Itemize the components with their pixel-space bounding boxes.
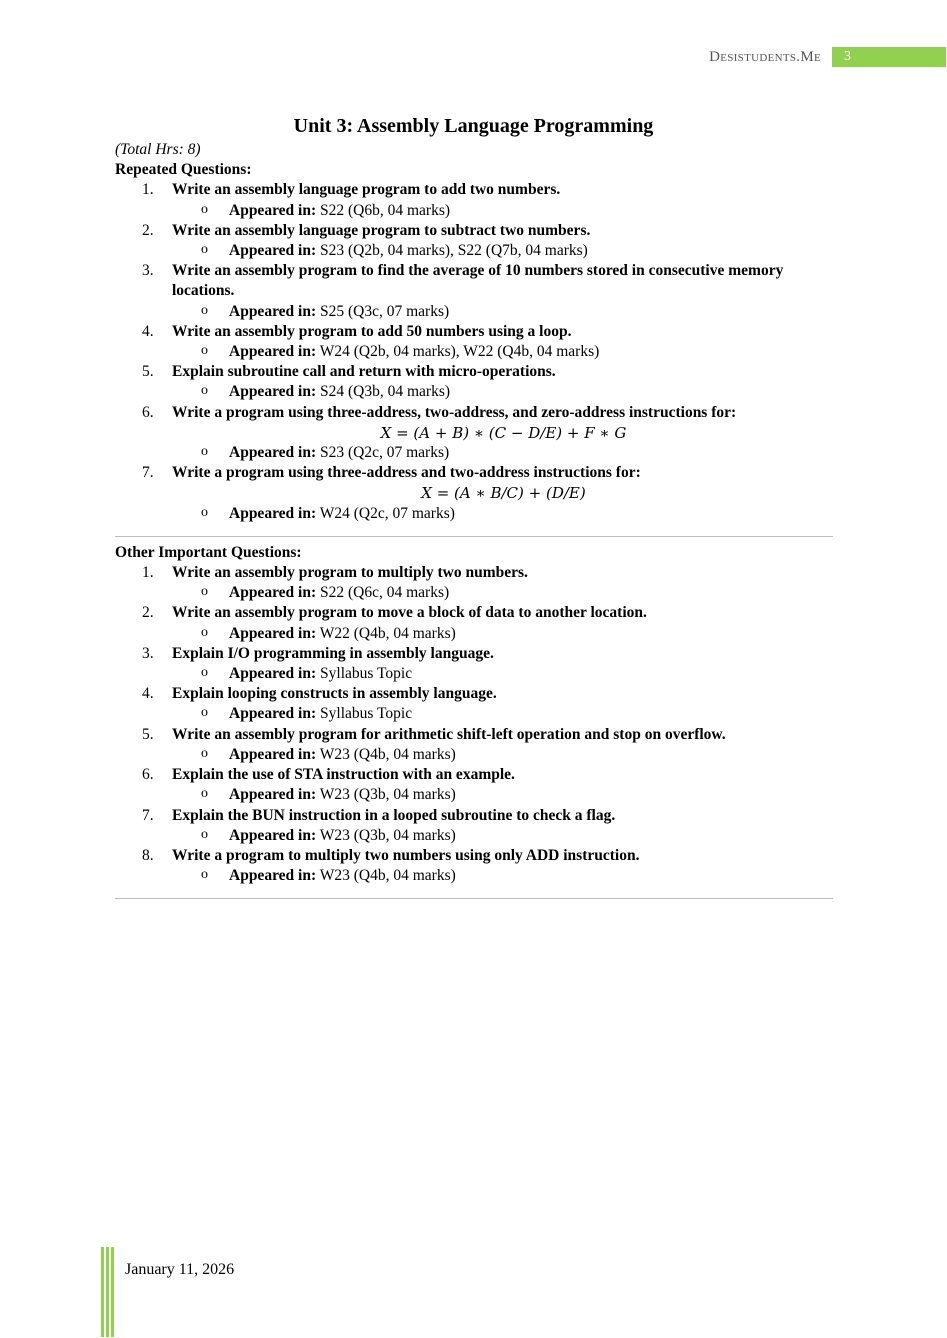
- footer-bar: [101, 1247, 104, 1337]
- question-number: 2.: [142, 604, 154, 622]
- question-text: Write an assembly language program to add two numbers.: [172, 181, 561, 199]
- appeared-label: Appeared in:: [229, 504, 317, 522]
- section-divider-end: [115, 898, 833, 899]
- question-text: Explain the use of STA instruction with an example.: [172, 766, 515, 784]
- bullet-icon: o: [201, 624, 208, 640]
- appeared-label: Appeared in:: [229, 383, 317, 401]
- question-text: Explain the BUN instruction in a looped subroutine to check a flag.: [172, 806, 616, 824]
- bullet-icon: o: [201, 383, 208, 399]
- question-item: [115, 644, 835, 684]
- repeated-questions-list: [115, 180, 835, 523]
- question-number: 1.: [142, 564, 154, 582]
- question-block: [115, 362, 835, 382]
- question-number: 2.: [142, 221, 154, 239]
- other-questions-list: [115, 563, 835, 886]
- footer-date: January 11, 2026: [125, 1261, 235, 1278]
- appeared-line: [115, 583, 835, 603]
- page-number: 3: [844, 49, 851, 64]
- question-block: [115, 221, 835, 241]
- appeared-line: [115, 704, 835, 724]
- appeared-label: Appeared in:: [229, 705, 317, 723]
- page-title: Unit 3: Assembly Language Programming: [293, 115, 654, 137]
- appeared-line: [115, 201, 835, 221]
- appeared-label: Appeared in:: [229, 867, 317, 885]
- question-block: [115, 180, 835, 200]
- bullet-icon: o: [201, 786, 208, 802]
- question-item: [115, 463, 835, 524]
- appeared-value: W23 (Q3b, 04 marks): [319, 826, 456, 844]
- question-text: Write an assembly language program to subtract two numbers.: [172, 221, 591, 239]
- question-block: [115, 765, 835, 785]
- question-number: 5.: [142, 725, 154, 743]
- question-formula: X = (A + B) ∗ (C − D/E) + F ∗ G: [380, 423, 627, 442]
- bullet-icon: o: [201, 826, 208, 842]
- appeared-line: [115, 504, 835, 524]
- question-item: [115, 806, 835, 846]
- question-block: [115, 806, 835, 826]
- appeared-label: Appeared in:: [229, 786, 317, 804]
- question-item: [115, 846, 835, 886]
- appeared-value: W23 (Q3b, 04 marks): [319, 786, 456, 804]
- appeared-label: Appeared in:: [229, 745, 317, 763]
- footer-bar: [111, 1247, 114, 1337]
- question-number: 6.: [142, 766, 154, 784]
- appeared-value: S22 (Q6c, 04 marks): [320, 584, 450, 602]
- appeared-value: Syllabus Topic: [320, 665, 413, 683]
- appeared-value: W23 (Q4b, 04 marks): [319, 745, 456, 763]
- appeared-label: Appeared in:: [229, 201, 317, 219]
- appeared-value: W23 (Q4b, 04 marks): [319, 867, 456, 885]
- question-item: [115, 322, 835, 362]
- page-header: [0, 47, 947, 69]
- repeated-questions-heading: Repeated Questions:: [115, 161, 252, 179]
- question-number: 6.: [142, 403, 154, 421]
- appeared-label: Appeared in:: [229, 826, 317, 844]
- question-text: Write a program using three-address, two-address, and zero-address instructions for:: [172, 403, 737, 421]
- bullet-icon: o: [201, 665, 208, 681]
- question-item: [115, 180, 835, 220]
- question-text: Explain looping constructs in assembly language.: [172, 685, 497, 703]
- appeared-label: Appeared in:: [229, 302, 317, 320]
- bullet-icon: o: [201, 705, 208, 721]
- appeared-label: Appeared in:: [229, 242, 317, 260]
- appeared-label: Appeared in:: [229, 665, 317, 683]
- question-item: [115, 221, 835, 261]
- appeared-line: [115, 302, 835, 322]
- appeared-line: [115, 624, 835, 644]
- document-body: [115, 140, 835, 905]
- appeared-line: [115, 826, 835, 846]
- appeared-line: [115, 745, 835, 765]
- question-item: [115, 261, 835, 322]
- question-number: 3.: [142, 644, 154, 662]
- question-block: [115, 684, 835, 704]
- question-number: 7.: [142, 464, 154, 482]
- question-text: Write an assembly program to move a block of data to another location.: [172, 604, 647, 622]
- appeared-line: [115, 241, 835, 261]
- question-text: Explain I/O programming in assembly language.: [172, 644, 494, 662]
- bullet-icon: o: [201, 343, 208, 359]
- total-hours: (Total Hrs: 8): [115, 141, 201, 158]
- appeared-line: [115, 785, 835, 805]
- appeared-line: [115, 443, 835, 463]
- footer-bar: [106, 1247, 109, 1337]
- question-block: [115, 603, 835, 623]
- question-item: [115, 563, 835, 603]
- question-block: [115, 403, 835, 423]
- appeared-label: Appeared in:: [229, 584, 317, 602]
- question-text: Write an assembly program for arithmetic shift-left operation and stop on overflow.: [172, 725, 726, 743]
- appeared-line: [115, 866, 835, 886]
- appeared-value: Syllabus Topic: [320, 705, 413, 723]
- question-block: [115, 725, 835, 745]
- appeared-label: Appeared in:: [229, 444, 317, 462]
- question-number: 8.: [142, 846, 154, 864]
- appeared-label: Appeared in:: [229, 343, 317, 361]
- page-number-badge: [832, 47, 946, 67]
- bullet-icon: o: [201, 302, 208, 318]
- question-number: 3.: [142, 262, 154, 280]
- question-item: [115, 765, 835, 805]
- section-divider: [115, 536, 833, 537]
- question-text: Write an assembly program to add 50 numbers using a loop.: [172, 322, 572, 340]
- question-block: [115, 846, 835, 866]
- question-block: [115, 463, 835, 483]
- question-block: [115, 644, 835, 664]
- question-item: [115, 684, 835, 724]
- bullet-icon: o: [201, 504, 208, 520]
- appeared-line: [115, 342, 835, 362]
- appeared-value: W24 (Q2b, 04 marks), W22 (Q4b, 04 marks): [319, 343, 600, 361]
- question-text: Write a program using three-address and two-address instructions for:: [172, 464, 641, 482]
- question-block: [115, 261, 835, 301]
- bullet-icon: o: [201, 242, 208, 258]
- question-number: 4.: [142, 322, 154, 340]
- appeared-label: Appeared in:: [229, 624, 317, 642]
- appeared-value: W22 (Q4b, 04 marks): [319, 624, 456, 642]
- bullet-icon: o: [201, 584, 208, 600]
- bullet-icon: o: [201, 745, 208, 761]
- question-number: 4.: [142, 685, 154, 703]
- appeared-value: W24 (Q2c, 07 marks): [319, 504, 455, 522]
- site-name: Desistudents.Me: [709, 49, 821, 65]
- question-number: 7.: [142, 806, 154, 824]
- bullet-icon: o: [201, 444, 208, 460]
- appeared-value: S23 (Q2b, 04 marks), S22 (Q7b, 04 marks): [320, 242, 588, 260]
- question-number: 1.: [142, 181, 154, 199]
- bullet-icon: o: [201, 201, 208, 217]
- appeared-value: S24 (Q3b, 04 marks): [320, 383, 451, 401]
- question-item: [115, 403, 835, 464]
- question-text: Write an assembly program to find the average of 10 numbers stored in consecutive memory locations.: [172, 262, 784, 300]
- question-text: Write a program to multiply two numbers using only ADD instruction.: [172, 846, 640, 864]
- question-number: 5.: [142, 363, 154, 381]
- other-questions-heading: Other Important Questions:: [115, 543, 302, 561]
- bullet-icon: o: [201, 867, 208, 883]
- question-item: [115, 362, 835, 402]
- question-block: [115, 322, 835, 342]
- appeared-value: S23 (Q2c, 07 marks): [320, 444, 450, 462]
- question-formula: X = (A ∗ B/C) + (D/E): [421, 484, 586, 503]
- question-text: Write an assembly program to multiply two numbers.: [172, 564, 528, 582]
- appeared-line: [115, 664, 835, 684]
- appeared-value: S25 (Q3c, 07 marks): [320, 302, 450, 320]
- footer-accent-bars: [101, 1247, 115, 1337]
- question-block: [115, 563, 835, 583]
- appeared-value: S22 (Q6b, 04 marks): [320, 201, 451, 219]
- question-text: Explain subroutine call and return with micro-operations.: [172, 363, 556, 381]
- question-item: [115, 725, 835, 765]
- question-item: [115, 603, 835, 643]
- appeared-line: [115, 382, 835, 402]
